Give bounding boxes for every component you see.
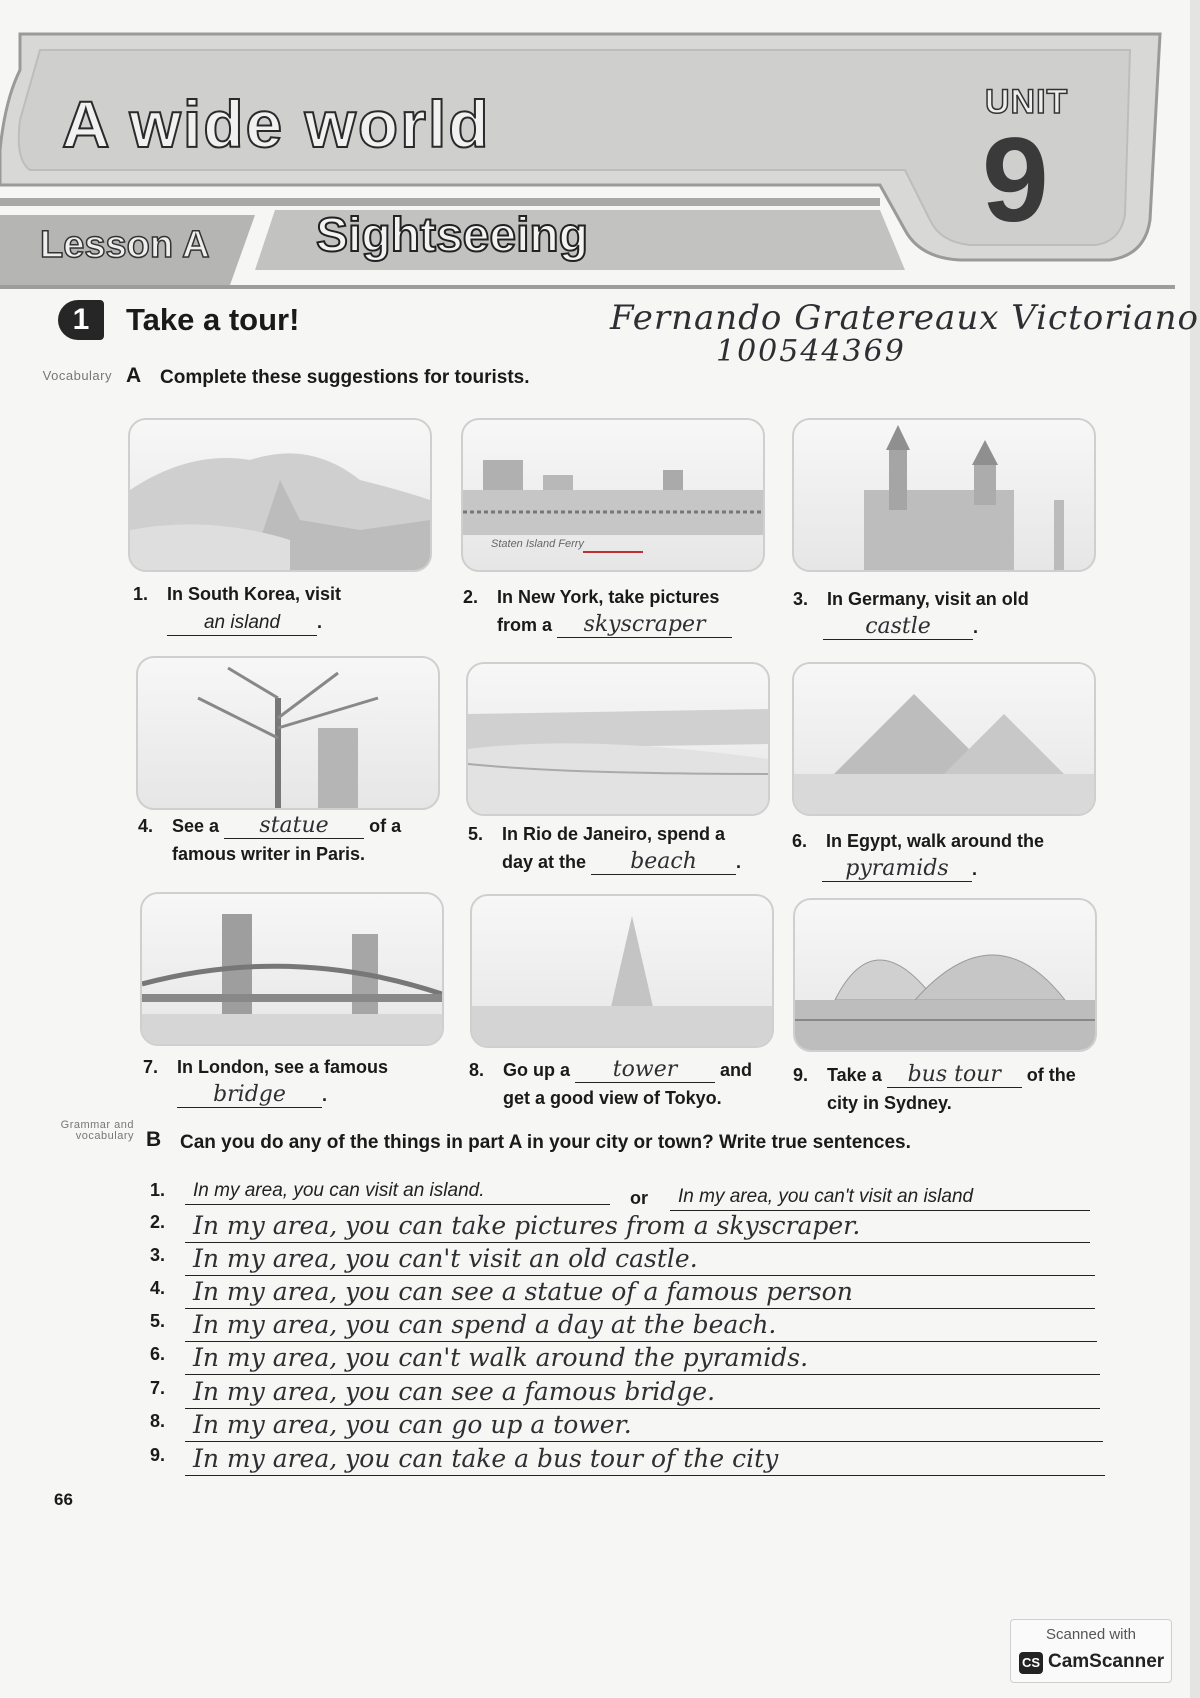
sentence-number: 9. bbox=[150, 1445, 166, 1465]
item-number: 3. bbox=[793, 589, 809, 609]
written-sentence: In my area, you can go up a tower. bbox=[193, 1410, 632, 1439]
unit-number: 9 bbox=[982, 113, 1049, 247]
item-text-before: Take a bbox=[827, 1065, 882, 1085]
item-number: 2. bbox=[463, 587, 479, 607]
item-text-after: of the bbox=[1026, 1065, 1076, 1085]
answer-blank[interactable]: statue bbox=[224, 814, 364, 839]
section-title: Take a tour! bbox=[126, 302, 300, 337]
item-punct: . bbox=[322, 1085, 328, 1105]
unit-label: UNIT bbox=[985, 83, 1069, 121]
example-line-a[interactable] bbox=[185, 1170, 610, 1205]
item-text: get a good view of Tokyo. bbox=[503, 1088, 722, 1108]
item-text-before: See a bbox=[172, 816, 220, 836]
answer-blank[interactable]: beach bbox=[591, 850, 736, 875]
item-text: In Rio de Janeiro, spend a bbox=[502, 824, 726, 844]
item-number: 5. bbox=[468, 824, 484, 844]
vocabulary-side-label: Vocabulary bbox=[42, 368, 112, 383]
photo-beach bbox=[466, 662, 770, 816]
item-2 bbox=[463, 583, 783, 639]
item-number: 4. bbox=[138, 816, 154, 836]
item-number: 1. bbox=[133, 584, 149, 604]
answer-blank[interactable]: tower bbox=[575, 1058, 715, 1083]
tower-illustration bbox=[472, 896, 772, 1046]
page-number: 66 bbox=[54, 1490, 73, 1509]
photo-island bbox=[128, 418, 432, 572]
grammar-side-label: Grammar and vocabulary bbox=[60, 1119, 134, 1142]
item-text: city in Sydney. bbox=[827, 1093, 952, 1113]
statue-illustration bbox=[138, 658, 438, 808]
written-sentence: In my area, you can spend a day at the beach. bbox=[193, 1310, 777, 1339]
item-number: 9. bbox=[793, 1065, 809, 1085]
answer-blank[interactable]: pyramids bbox=[822, 857, 972, 882]
section-number-badge: 1 bbox=[58, 300, 104, 340]
photo-skyscraper bbox=[461, 418, 765, 572]
item-text-before: day at the bbox=[502, 852, 587, 872]
part-a-instruction: Complete these suggestions for tourists. bbox=[160, 367, 530, 388]
part-a-letter: A bbox=[126, 364, 142, 387]
written-sentence: In my area, you can see a famous bridge. bbox=[193, 1377, 716, 1406]
item-punct: . bbox=[317, 612, 323, 632]
castle-illustration bbox=[794, 420, 1094, 570]
sentence-number: 1. bbox=[150, 1180, 166, 1200]
item-text-before: Go up a bbox=[503, 1060, 570, 1080]
sentence-number: 4. bbox=[150, 1278, 166, 1298]
item-text-after: and bbox=[720, 1060, 753, 1080]
photo-castle bbox=[792, 418, 1096, 572]
item-number: 7. bbox=[143, 1057, 159, 1077]
answer-line-6[interactable] bbox=[185, 1340, 1100, 1375]
item-punct: . bbox=[973, 617, 979, 637]
camscanner-watermark bbox=[1010, 1619, 1172, 1683]
item-text: In London, see a famous bbox=[177, 1057, 389, 1077]
item-number: 6. bbox=[792, 831, 808, 851]
island-illustration bbox=[130, 420, 430, 570]
scanned-with-text: Scanned with bbox=[1045, 1626, 1137, 1643]
sentence-number: 2. bbox=[150, 1212, 166, 1232]
unit-title: A wide world bbox=[62, 87, 491, 161]
answer-blank[interactable]: castle bbox=[823, 615, 973, 640]
item-6 bbox=[792, 827, 1122, 883]
item-4 bbox=[138, 812, 458, 868]
answer-blank[interactable]: an island bbox=[167, 611, 317, 636]
answer-line-2[interactable] bbox=[185, 1208, 1090, 1243]
item-punct: . bbox=[736, 852, 742, 872]
camscanner-brand: CamScanner bbox=[1048, 1651, 1165, 1672]
item-3 bbox=[793, 585, 1113, 641]
part-b-instruction: Can you do any of the things in part A in your city or town? Write true sentences. bbox=[180, 1132, 911, 1153]
answer-blank[interactable]: bridge bbox=[177, 1083, 322, 1108]
answer-blank[interactable]: bus tour bbox=[887, 1063, 1022, 1088]
photo-tower bbox=[470, 894, 774, 1048]
item-text: In Egypt, walk around the bbox=[826, 831, 1045, 851]
pyramids-illustration bbox=[794, 664, 1094, 814]
answer-line-7[interactable] bbox=[185, 1374, 1100, 1409]
photo-statue bbox=[136, 656, 440, 810]
photo-sydney bbox=[793, 898, 1097, 1052]
sentence-number: 5. bbox=[150, 1311, 166, 1331]
sentence-number: 3. bbox=[150, 1245, 166, 1265]
photo-caption: Staten Island Ferry bbox=[491, 538, 584, 550]
item-text-after: of a bbox=[369, 816, 402, 836]
item-punct: . bbox=[972, 859, 978, 879]
or-label: or bbox=[630, 1188, 648, 1208]
item-5 bbox=[468, 820, 788, 876]
student-id: 100544369 bbox=[716, 334, 906, 369]
item-9 bbox=[793, 1061, 1123, 1117]
item-text: In South Korea, visit bbox=[167, 584, 342, 604]
example-line-b[interactable] bbox=[670, 1176, 1090, 1211]
student-name: Fernando Gratereaux Victoriano bbox=[610, 298, 1199, 338]
photo-pyramids bbox=[792, 662, 1096, 816]
opera-house-illustration bbox=[795, 900, 1095, 1050]
sentence-number: 6. bbox=[150, 1344, 166, 1364]
item-1 bbox=[133, 580, 443, 636]
example-sentence-cant: In my area, you can't visit an island bbox=[678, 1186, 974, 1207]
item-text: In New York, take pictures bbox=[497, 587, 720, 607]
written-sentence: In my area, you can take pictures from a skyscraper. bbox=[193, 1211, 861, 1240]
item-7 bbox=[143, 1053, 463, 1109]
photo-bridge bbox=[140, 892, 444, 1046]
camscanner-logo-icon: CS bbox=[1019, 1652, 1043, 1674]
sentence-number: 7. bbox=[150, 1378, 166, 1398]
answer-line-9[interactable] bbox=[185, 1441, 1105, 1476]
answer-line-3[interactable] bbox=[185, 1241, 1095, 1276]
item-text: In Germany, visit an old bbox=[827, 589, 1029, 609]
item-number: 8. bbox=[469, 1060, 485, 1080]
answer-line-4[interactable] bbox=[185, 1274, 1095, 1309]
written-sentence: In my area, you can't visit an old castle. bbox=[193, 1244, 698, 1273]
answer-line-8[interactable] bbox=[185, 1407, 1103, 1442]
example-sentence-can: In my area, you can visit an island. bbox=[193, 1180, 485, 1201]
sentence-number: 8. bbox=[150, 1411, 166, 1431]
part-b-letter: B bbox=[146, 1128, 162, 1151]
answer-line-5[interactable] bbox=[185, 1307, 1097, 1342]
answer-blank[interactable]: skyscraper bbox=[557, 613, 732, 638]
item-8 bbox=[469, 1056, 789, 1112]
item-text-before: from a bbox=[497, 615, 553, 635]
written-sentence: In my area, you can see a statue of a famous person bbox=[193, 1277, 853, 1306]
lesson-title: Sightseeing bbox=[316, 209, 589, 262]
page-edge bbox=[1190, 0, 1200, 1698]
beach-illustration bbox=[468, 664, 768, 814]
item-text: famous writer in Paris. bbox=[172, 844, 366, 864]
written-sentence: In my area, you can't walk around the pyramids. bbox=[193, 1343, 809, 1372]
written-sentence: In my area, you can take a bus tour of the city bbox=[193, 1444, 779, 1473]
bridge-illustration bbox=[142, 894, 442, 1044]
lesson-label: Lesson A bbox=[40, 224, 210, 266]
